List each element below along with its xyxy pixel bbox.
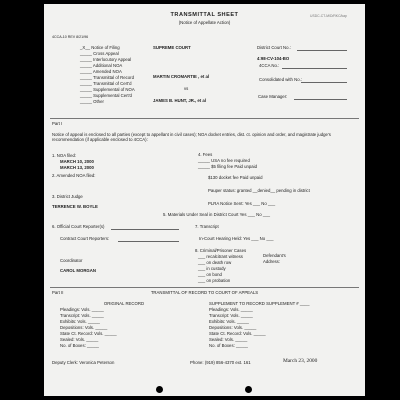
- transmittal-date: March 23, 2000: [283, 358, 318, 364]
- noa-date: MARCH 13, 2000: [60, 165, 94, 170]
- original-record-item[interactable]: State Ct. Record: Vols. _____: [60, 331, 117, 336]
- party-appellant: MARTIN CROMARTIE , et al: [153, 74, 210, 79]
- criminal-cases-label: 8. Criminal/Prisoner Cases: [195, 248, 247, 253]
- form-number: 4CCA-10 REV 8/21/96: [52, 35, 89, 39]
- fee-docket[interactable]: $130 docket fee Paid unpaid: [208, 175, 263, 180]
- page-title: TRANSMITTAL SHEET: [170, 12, 239, 18]
- file-stamp: USDC-CT-M/D/RKC/kap: [310, 14, 347, 18]
- original-record-item[interactable]: Transcript: Vols. _____: [60, 313, 104, 318]
- supplement-record-title: SUPPLEMENT TO RECORD SUPPLEMENT # ____: [209, 301, 310, 306]
- consolidated-line: [301, 82, 347, 83]
- checklist-item[interactable]: _____ Interlocutory Appeal: [80, 57, 132, 62]
- in-court-hearing[interactable]: In-Court Hearing Held: Yes ___ No ___: [199, 236, 274, 241]
- coordinator-name: CAROL MORGAN: [60, 268, 96, 273]
- fee-none[interactable]: _____ USA no fee required: [198, 158, 250, 163]
- criminal-option[interactable]: ___ on bond: [198, 272, 222, 277]
- court-reporters-line: [111, 229, 179, 230]
- contract-reporters-line: [118, 241, 179, 242]
- supplement-record-item[interactable]: Pleadings: Vols. _____: [209, 307, 253, 312]
- cca-no-line: [282, 68, 347, 69]
- district-court-no-label: District Court No.:: [257, 45, 291, 50]
- criminal-option[interactable]: ___ recalcitrant witness: [198, 254, 243, 259]
- amended-noa-label: 2. Amended NOA filed:: [52, 173, 96, 178]
- consolidated-label: Consolidated with No.:: [259, 77, 302, 82]
- contract-reporters-label: Contract Court Reporters:: [60, 236, 110, 241]
- original-record-item[interactable]: Exhibits: Vols. _____: [60, 319, 100, 324]
- criminal-option[interactable]: ___ on death row: [198, 260, 232, 265]
- defendant-address-label: Address:: [263, 259, 280, 264]
- defendant-label: Defendant's: [263, 253, 286, 258]
- fee-filing[interactable]: _____ $5 filing fee Paid unpaid: [198, 164, 258, 169]
- supplement-record-item[interactable]: Sealed: Vols. _____: [209, 337, 248, 342]
- criminal-option[interactable]: ___ on probation: [198, 278, 231, 283]
- supplement-record-item[interactable]: Transcript: Vols. _____: [209, 313, 253, 318]
- district-judge-label: 3. District Judge: [52, 194, 83, 199]
- checklist-item[interactable]: _____ Transmittal of Cert'd: [80, 81, 132, 86]
- party-appellee: JAMES B. HUNT, JR., et al: [153, 98, 207, 103]
- checklist-item[interactable]: _____ Additional NOA: [80, 63, 123, 68]
- criminal-option[interactable]: ___ in custody: [198, 266, 226, 271]
- versus-label: vs: [184, 86, 189, 91]
- checklist-item[interactable]: _X__ Notice of Filing: [80, 45, 120, 50]
- pauper-status[interactable]: Pauper status: granted __denied__ pending in district: [208, 188, 310, 193]
- supplement-record-item[interactable]: State Ct. Record: Vols. _____: [209, 331, 266, 336]
- checklist-item[interactable]: _____ Amended NOA: [80, 69, 122, 74]
- checklist-item[interactable]: _____ Other: [80, 99, 104, 104]
- checklist-item[interactable]: _____ Supplemental of NOA: [80, 87, 135, 92]
- case-manager-label: Case Manager:: [258, 94, 288, 99]
- checklist-item[interactable]: _____ Cross Appeal: [80, 51, 119, 56]
- materials-under-seal[interactable]: 5. Materials Under Seal in District Court Yes ___ No ___: [163, 212, 270, 217]
- punch-hole-right: [245, 386, 252, 393]
- district-court-no: 4:98-CV-104-BO: [257, 56, 290, 61]
- fees-label: 4. Fees: [198, 152, 213, 157]
- part-two-label: Part II: [52, 290, 64, 295]
- district-judge: TERRENCE W. BOYLE: [52, 204, 98, 209]
- court-name: SUPREME COURT: [153, 45, 191, 50]
- case-manager-line: [294, 99, 347, 100]
- transcript-label: 7. Transcript: [195, 224, 219, 229]
- checklist-item[interactable]: _____ Transmittal of Record: [80, 75, 134, 80]
- original-record-title: ORIGINAL RECORD: [103, 301, 145, 306]
- original-record-item[interactable]: Pleadings: Vols. _____: [60, 307, 104, 312]
- noa-date: MARCH 10, 2000: [60, 159, 94, 164]
- original-record-item[interactable]: Depositions: Vols. _____: [60, 325, 108, 330]
- part-two-divider: [50, 287, 359, 288]
- plra-notice[interactable]: PLRA Notice Sent: Yes ___ No ___: [208, 201, 276, 206]
- court-reporters-label: 6. Official Court Reporter(s): [52, 224, 105, 229]
- supplement-record-item[interactable]: Exhibits: Vols. _____: [209, 319, 249, 324]
- supplement-record-item[interactable]: Depositions: Vols. _____: [209, 325, 257, 330]
- coordinator-label: Coordinator: [60, 258, 83, 263]
- transmittal-sheet-page: [44, 4, 365, 396]
- part-two-title: TRANSMITTAL OF RECORD TO COURT OF APPEALS: [150, 290, 259, 295]
- part-one-label: Part I: [52, 121, 63, 126]
- deputy-clerk: Deputy Clerk: Veronica Peterson: [52, 360, 115, 365]
- original-record-item[interactable]: Sealed: Vols. _____: [60, 337, 99, 342]
- checklist-item[interactable]: _____ Supplemental Cert'd: [80, 93, 132, 98]
- page-subtitle: (Notice of Appellate Action): [178, 20, 231, 25]
- supplement-record-item[interactable]: No. of Boxes: _____: [209, 343, 248, 348]
- noa-filed-label: 1. NOA filed:: [52, 153, 77, 158]
- cca-no-label: 4CCA No.:: [259, 63, 280, 68]
- part-one-notice: Notice of appeal is enclosed to all parties (except to appellant in civil cases); NOA docket entries, dist. ct. opinion and order, and magistrate judge's recommendation (if applicable enclosed to 4CCA):: [52, 132, 331, 143]
- part-one-divider: [50, 118, 359, 119]
- district-court-no-line: [297, 50, 347, 51]
- punch-hole-left: [156, 386, 163, 393]
- clerk-phone: Phone: (919) 856-4370 ext. 161: [190, 360, 251, 365]
- original-record-item[interactable]: No. of Boxes: _____: [60, 343, 99, 348]
